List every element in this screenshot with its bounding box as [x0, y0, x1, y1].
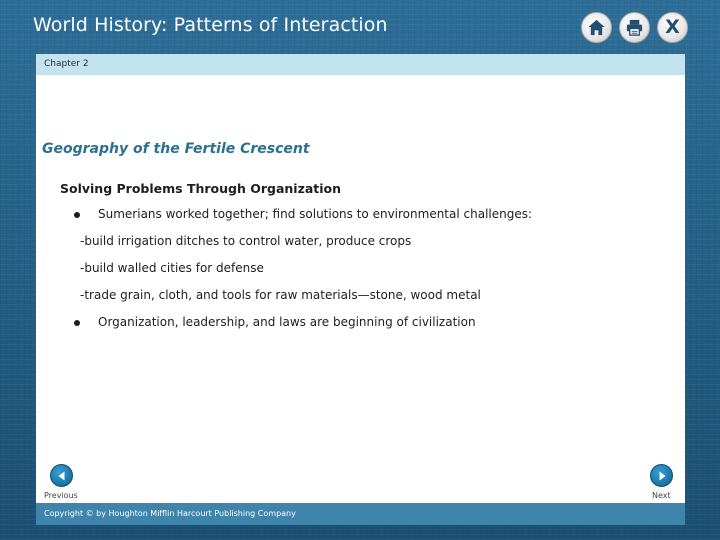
slide-subheading: Solving Problems Through Organization: [60, 181, 342, 196]
home-icon: [587, 18, 606, 37]
content-line-1: Sumerians worked together; find solutions to environmental challenges:: [98, 207, 533, 221]
arrow-left-icon: [56, 470, 68, 482]
toolbar: [581, 12, 688, 43]
app-title: World History: Patterns of Interaction: [33, 14, 388, 36]
arrow-right-icon: [656, 470, 668, 482]
slide-content: [36, 75, 685, 503]
slide-title: Geography of the Fertile Crescent: [42, 141, 310, 157]
content-line-2: -build irrigation ditches to control water, produce crops: [80, 234, 412, 248]
footer-bar: [36, 503, 685, 525]
printer-icon: [625, 18, 644, 37]
next-button[interactable]: [650, 464, 673, 487]
previous-button[interactable]: [50, 464, 73, 487]
close-button[interactable]: [657, 12, 688, 43]
chapter-label: Chapter 2: [44, 59, 89, 69]
previous-label[interactable]: Previous: [44, 491, 78, 500]
print-button[interactable]: [619, 12, 650, 43]
copyright-text: Copyright © by Houghton Mifflin Harcourt Publishing Company: [44, 509, 296, 518]
chapter-bar: [36, 54, 685, 75]
home-button[interactable]: [581, 12, 612, 43]
bullet-icon: [74, 320, 80, 326]
next-label[interactable]: Next: [652, 491, 671, 500]
bullet-icon: [74, 212, 80, 218]
close-icon: X: [665, 16, 680, 38]
content-line-4: -trade grain, cloth, and tools for raw materials—stone, wood metal: [80, 288, 481, 302]
content-line-5: Organization, leadership, and laws are beginning of civilization: [98, 315, 476, 329]
content-line-3: -build walled cities for defense: [80, 261, 264, 275]
